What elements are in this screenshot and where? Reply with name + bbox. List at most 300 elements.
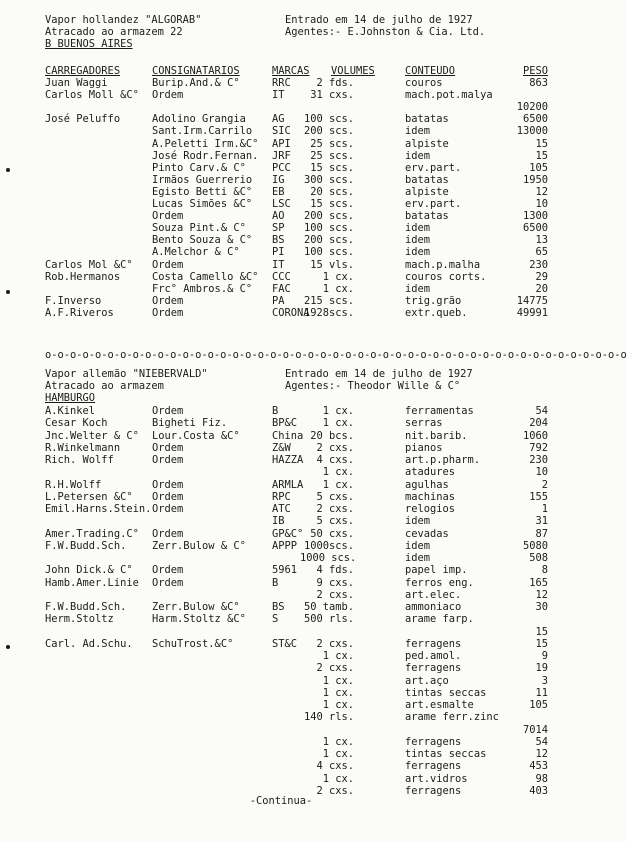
- cell-contents: extr.queb.: [405, 306, 468, 319]
- cell-volumes: 1 cx.: [322, 270, 354, 283]
- cell-volumes: 140 rls.: [303, 711, 354, 724]
- table-row: [0, 174, 562, 186]
- cell-shipper: F.Inverso: [45, 294, 102, 307]
- cell-consignee: Ordem: [152, 210, 184, 223]
- cell-volumes: 300 scs.: [303, 173, 354, 186]
- cell-contents: idem: [405, 246, 431, 259]
- cell-contents: idem: [405, 552, 431, 564]
- cell-mark: PI: [272, 246, 285, 259]
- cell-contents: ferragens: [405, 760, 462, 773]
- table-row: [0, 564, 562, 576]
- cell-mark: SP: [272, 222, 285, 235]
- cell-contents: ferragens: [405, 662, 462, 675]
- cell-weight: 15: [535, 625, 548, 638]
- cell-weight: 6500: [522, 113, 548, 126]
- cell-consignee: Bento Souza & C°: [152, 234, 253, 247]
- cell-shipper: Cesar Koch: [45, 417, 108, 430]
- cell-mark: IT: [272, 89, 285, 102]
- origin-line-2: [0, 392, 562, 404]
- table-row: [0, 748, 562, 760]
- cell-contents: relogios: [405, 503, 456, 515]
- cell-volumes: 1 cx.: [322, 405, 354, 417]
- cell-weight: 165: [529, 576, 548, 589]
- cell-shipper: Rich. Wolff: [45, 454, 114, 466]
- cell-consignee: Ordem: [152, 564, 184, 577]
- cell-volumes: 15 vls.: [310, 258, 354, 271]
- cell-contents: couros: [405, 77, 443, 89]
- table-row: [0, 760, 562, 772]
- cell-weight: 105: [529, 699, 548, 711]
- table-row: [0, 430, 562, 442]
- cell-volumes: 15 scs.: [310, 198, 354, 210]
- cell-weight: 7014: [522, 723, 548, 736]
- cell-contents: ped.amol.: [405, 650, 462, 662]
- berth-line-1: [0, 26, 562, 38]
- table-row: [0, 736, 562, 748]
- header-volumes: VOLUMES: [331, 65, 375, 77]
- header-carregadores: CARREGADORES: [45, 65, 121, 77]
- origin: B BUENOS AIRES: [45, 38, 133, 50]
- cell-contents: nit.barib.: [405, 429, 468, 442]
- margin-mark: [6, 168, 10, 172]
- cell-shipper: Emil.Harns.Stein.: [45, 503, 152, 515]
- table-row: [0, 687, 562, 699]
- cell-mark: BS: [272, 234, 285, 247]
- cell-shipper: Juan Waggi: [45, 77, 108, 89]
- cell-volumes: 4 cxs.: [316, 454, 354, 466]
- table-row: [0, 515, 562, 527]
- cell-weight: 11: [535, 686, 548, 699]
- cell-consignee: Adolino Grangia: [152, 113, 246, 126]
- cell-contents: art.elec.: [405, 588, 462, 601]
- cell-volumes: 1928scs.: [303, 306, 354, 319]
- cell-mark: B: [272, 576, 279, 589]
- table-row: [0, 150, 562, 162]
- table-row: [0, 479, 562, 491]
- cell-volumes: 1 cx.: [322, 478, 354, 491]
- cell-consignee: Irmãos Guerrerio: [152, 173, 253, 186]
- cell-volumes: 1 cx.: [322, 772, 354, 785]
- cell-volumes: 9 cxs.: [316, 576, 354, 589]
- cell-volumes: 1000scs.: [303, 539, 354, 552]
- cell-contents: art.vidros: [405, 772, 468, 785]
- cell-weight: 5080: [522, 539, 548, 552]
- cell-volumes: 2 cxs.: [316, 588, 354, 601]
- cell-shipper: Rob.Hermanos: [45, 270, 121, 283]
- cell-mark: IT: [272, 258, 285, 271]
- column-headers: [0, 65, 562, 77]
- table-row: [0, 528, 562, 540]
- cell-consignee: A.Melchor & C°: [152, 246, 240, 259]
- table-row: [0, 662, 562, 674]
- cell-shipper: José Peluffo: [45, 113, 121, 126]
- cell-volumes: 5 cxs.: [316, 515, 354, 528]
- cell-contents: idem: [405, 222, 431, 235]
- section-separator: o-o-o-o-o-o-o-o-o-o-o-o-o-o-o-o-o-o-o-o-o-o-o-o-o-o-o-o-o-o-o-o-o-o-o-o-o-o-o-o-o-o-o-o-o-o-o: [45, 349, 627, 361]
- cell-contents: mach.pot.malya: [405, 89, 493, 102]
- table-row: [0, 466, 562, 478]
- table-row: [0, 222, 562, 234]
- cell-contents: batatas: [405, 210, 449, 223]
- origin: HAMBURGO: [45, 392, 96, 404]
- cell-volumes: 50 cxs.: [310, 527, 354, 540]
- cell-weight: 6500: [522, 222, 548, 235]
- cell-shipper: R.Winkelmann: [45, 441, 121, 454]
- cell-weight: 12: [535, 588, 548, 601]
- cell-contents: idem: [405, 149, 431, 162]
- cell-shipper: Herm.Stoltz: [45, 613, 114, 626]
- ship-line-2: [0, 368, 562, 380]
- cell-mark: AO: [272, 210, 285, 223]
- margin-mark: [6, 645, 10, 649]
- cell-consignee: Ordem: [152, 258, 184, 271]
- table-row: [0, 601, 562, 613]
- cell-consignee: Ordem: [152, 294, 184, 307]
- cell-volumes: 1 cx.: [322, 282, 354, 295]
- cell-consignee: Ordem: [152, 576, 184, 589]
- cell-weight: 12: [535, 185, 548, 198]
- cell-weight: 2: [541, 478, 548, 491]
- cell-consignee: SchuTrost.&C°: [152, 637, 234, 650]
- arrival-date: Entrado em 14 de julho de 1927: [285, 368, 473, 380]
- cell-volumes: 100 scs.: [303, 222, 354, 235]
- ship-line-1: [0, 14, 562, 26]
- cell-volumes: 4 fds.: [316, 564, 354, 577]
- table-row: [0, 246, 562, 258]
- cell-volumes: 1 cx.: [322, 748, 354, 760]
- cell-contents: tintas seccas: [405, 686, 487, 699]
- cell-contents: agulhas: [405, 478, 449, 491]
- cell-contents: machinas: [405, 490, 456, 503]
- cell-volumes: 31 cxs.: [310, 89, 354, 102]
- cell-contents: idem: [405, 515, 431, 528]
- cell-consignee: José Rodr.Fernan.: [152, 149, 259, 162]
- cell-weight: 10200: [516, 101, 548, 114]
- cell-contents: trig.grão: [405, 294, 462, 307]
- cell-mark: ATC: [272, 503, 291, 515]
- cell-contents: alpiste: [405, 185, 449, 198]
- table-row: [0, 724, 562, 736]
- table-row: [0, 234, 562, 246]
- cell-contents: tintas seccas: [405, 748, 487, 760]
- table-row: [0, 491, 562, 503]
- cell-weight: 9: [541, 650, 548, 662]
- cell-consignee: Bigheti Fiz.: [152, 417, 228, 430]
- cell-consignee: Ordem: [152, 503, 184, 515]
- cell-contents: ferros eng.: [405, 576, 474, 589]
- table-row: [0, 638, 562, 650]
- cell-volumes: 20 bcs.: [310, 429, 354, 442]
- header-marcas: MARCAS: [272, 65, 310, 77]
- cell-consignee: Ordem: [152, 441, 184, 454]
- cell-mark: 5961: [272, 564, 298, 577]
- cell-weight: 15: [535, 137, 548, 150]
- cell-volumes: 2 cxs.: [316, 637, 354, 650]
- cell-consignee: Ordem: [152, 490, 184, 503]
- table-row: [0, 125, 562, 137]
- table-row: [0, 417, 562, 429]
- cell-volumes: 1 cx.: [322, 686, 354, 699]
- cell-volumes: 200 scs.: [303, 234, 354, 247]
- cell-contents: art.esmalte: [405, 699, 474, 711]
- cell-weight: 155: [529, 490, 548, 503]
- berth: Atracado ao armazem: [45, 380, 164, 392]
- cell-consignee: Lour.Costa &C°: [152, 429, 240, 442]
- cell-volumes: 500 rls.: [303, 613, 354, 626]
- cell-mark: CCC: [272, 270, 291, 283]
- cell-mark: SIC: [272, 125, 291, 138]
- table-row: [0, 77, 562, 89]
- cell-volumes: 2 cxs.: [316, 503, 354, 515]
- cell-volumes: 2 cxs.: [316, 784, 354, 797]
- cell-shipper: Carlos Moll &C°: [45, 89, 139, 102]
- cell-mark: BS: [272, 601, 285, 613]
- origin-line-1: [0, 38, 562, 50]
- table-row: [0, 210, 562, 222]
- cell-contents: pianos: [405, 441, 443, 454]
- cell-volumes: 2 cxs.: [316, 662, 354, 675]
- cell-contents: ferragens: [405, 784, 462, 797]
- table-row: [0, 454, 562, 466]
- ship-name: Vapor allemão "NIEBERVALD": [45, 368, 208, 380]
- cell-mark: AG: [272, 113, 285, 126]
- cell-shipper: L.Petersen &C°: [45, 490, 133, 503]
- cell-weight: 8: [541, 564, 548, 577]
- cell-consignee: Pinto Carv.& C°: [152, 161, 246, 174]
- cell-weight: 3: [541, 674, 548, 687]
- cell-contents: idem: [405, 125, 431, 138]
- cell-shipper: Jnc.Welter & C°: [45, 429, 139, 442]
- cell-volumes: 200 scs.: [303, 125, 354, 138]
- cell-contents: alpiste: [405, 137, 449, 150]
- cell-weight: 98: [535, 772, 548, 785]
- cell-mark: IG: [272, 173, 285, 186]
- cell-weight: 230: [529, 258, 548, 271]
- cell-contents: papel imp.: [405, 564, 468, 577]
- cell-shipper: John Dick.& C°: [45, 564, 133, 577]
- cell-volumes: 1 cx.: [322, 674, 354, 687]
- table-row: [0, 89, 562, 101]
- cell-consignee: Ordem: [152, 454, 184, 466]
- continues-footer: -Continua-: [249, 795, 313, 807]
- cell-weight: 204: [529, 417, 548, 430]
- cell-weight: 1060: [522, 429, 548, 442]
- cell-volumes: 15 scs.: [310, 161, 354, 174]
- table-row: [0, 442, 562, 454]
- cell-consignee: Ordem: [152, 306, 184, 319]
- cell-volumes: 1000 scs.: [300, 552, 357, 564]
- cell-contents: idem: [405, 282, 431, 295]
- table-row: [0, 307, 562, 319]
- cell-shipper: A.F.Riveros: [45, 306, 114, 319]
- cell-mark: BP&C: [272, 417, 298, 430]
- cell-weight: 54: [535, 405, 548, 417]
- cell-shipper: R.H.Wolff: [45, 478, 102, 491]
- cell-contents: erv.part.: [405, 161, 462, 174]
- cell-weight: 792: [529, 441, 548, 454]
- cell-mark: ST&C: [272, 637, 298, 650]
- table-row: [0, 138, 562, 150]
- cell-weight: 10: [535, 466, 548, 479]
- cell-weight: 508: [529, 552, 548, 564]
- cell-weight: 453: [529, 760, 548, 773]
- cell-consignee: Zerr.Bulow & C°: [152, 539, 246, 552]
- table-row: [0, 271, 562, 283]
- berth: Atracado ao armazem 22: [45, 26, 183, 38]
- cell-volumes: 1 cx.: [322, 466, 354, 479]
- cell-mark: Z&W: [272, 441, 291, 454]
- cell-mark: GP&C°: [272, 527, 304, 540]
- cell-shipper: Amer.Trading.C°: [45, 527, 139, 540]
- cell-mark: JRF: [272, 149, 291, 162]
- cell-weight: 105: [529, 161, 548, 174]
- cell-contents: ferragens: [405, 637, 462, 650]
- cell-weight: 10: [535, 198, 548, 210]
- table-row: [0, 113, 562, 125]
- cell-volumes: 4 cxs.: [316, 760, 354, 773]
- cell-weight: 20: [535, 282, 548, 295]
- cell-mark: API: [272, 137, 291, 150]
- cell-weight: 15: [535, 637, 548, 650]
- cell-mark: ARMLA: [272, 478, 304, 491]
- cell-consignee: Costa Camello &C°: [152, 270, 259, 283]
- cell-contents: erv.part.: [405, 198, 462, 210]
- table-row: [0, 711, 562, 723]
- cell-mark: S: [272, 613, 279, 626]
- header-conteudo: CONTEUDO: [405, 65, 456, 77]
- cell-volumes: 1 cx.: [322, 699, 354, 711]
- cell-volumes: 1 cx.: [322, 650, 354, 662]
- cell-weight: 19: [535, 662, 548, 675]
- cell-contents: cevadas: [405, 527, 449, 540]
- header-consignatarios: CONSIGNATARIOS: [152, 65, 240, 77]
- cell-contents: couros corts.: [405, 270, 487, 283]
- cell-mark: China: [272, 429, 304, 442]
- cell-shipper: F.W.Budd.Sch.: [45, 601, 127, 613]
- cell-consignee: A.Peletti Irm.&C°: [152, 137, 259, 150]
- table-row: [0, 259, 562, 271]
- cell-mark: FAC: [272, 282, 291, 295]
- table-row: [0, 626, 562, 638]
- table-row: [0, 405, 562, 417]
- cell-contents: ferragens: [405, 735, 462, 748]
- cell-mark: CORONA: [272, 306, 310, 319]
- table-row: [0, 675, 562, 687]
- cell-weight: 863: [529, 77, 548, 89]
- cell-mark: RRC: [272, 77, 291, 89]
- table-row: [0, 699, 562, 711]
- table-row: [0, 162, 562, 174]
- table-row: [0, 295, 562, 307]
- table-row: [0, 650, 562, 662]
- cell-consignee: Lucas Simões &C°: [152, 198, 253, 210]
- cell-weight: 13: [535, 234, 548, 247]
- cell-weight: 1: [541, 503, 548, 515]
- cell-shipper: F.W.Budd.Sch.: [45, 539, 127, 552]
- cell-shipper: Hamb.Amer.Linie: [45, 576, 139, 589]
- cell-weight: 29: [535, 270, 548, 283]
- cell-weight: 30: [535, 601, 548, 613]
- agents: Agentes:- Theodor Wille & C°: [285, 380, 461, 392]
- table-row: [0, 540, 562, 552]
- cell-consignee: Ordem: [152, 527, 184, 540]
- cell-contents: mach.p.malha: [405, 258, 481, 271]
- cell-mark: IB: [272, 515, 285, 528]
- cell-weight: 31: [535, 515, 548, 528]
- table-row: [0, 198, 562, 210]
- cell-volumes: 1 cx.: [322, 417, 354, 430]
- cell-volumes: 25 scs.: [310, 149, 354, 162]
- cell-volumes: 215 scs.: [303, 294, 354, 307]
- cell-consignee: Sant.Irm.Carrilo: [152, 125, 253, 138]
- table-row: [0, 503, 562, 515]
- cell-volumes: 2 cxs.: [316, 441, 354, 454]
- cell-contents: art.p.pharm.: [405, 454, 481, 466]
- cell-weight: 14775: [516, 294, 548, 307]
- cell-volumes: 2 fds.: [316, 77, 354, 89]
- cell-weight: 15: [535, 149, 548, 162]
- cell-contents: batatas: [405, 173, 449, 186]
- cell-shipper: Carlos Mol &C°: [45, 258, 133, 271]
- agents: Agentes:- E.Johnston & Cia. Ltd.: [285, 26, 486, 38]
- cell-mark: EB: [272, 185, 285, 198]
- arrival-date: Entrado em 14 de julho de 1927: [285, 14, 473, 26]
- cell-contents: serras: [405, 417, 443, 430]
- cell-contents: idem: [405, 234, 431, 247]
- cell-mark: APPP: [272, 539, 298, 552]
- table-row: [0, 101, 562, 113]
- cell-contents: idem: [405, 539, 431, 552]
- cell-contents: arame farp.: [405, 613, 474, 626]
- cell-weight: 65: [535, 246, 548, 259]
- cell-consignee: Zerr.Bulow &C°: [152, 601, 240, 613]
- cell-weight: 54: [535, 735, 548, 748]
- cell-consignee: Frc° Ambros.& C°: [152, 282, 253, 295]
- cell-volumes: 1 cx.: [322, 735, 354, 748]
- table-row: [0, 552, 562, 564]
- cell-volumes: 20 scs.: [310, 185, 354, 198]
- cell-mark: RPC: [272, 490, 291, 503]
- cell-consignee: Burip.And.& C°: [152, 77, 240, 89]
- cell-volumes: 50 tamb.: [303, 601, 354, 613]
- cell-contents: ferramentas: [405, 405, 474, 417]
- cell-consignee: Ordem: [152, 405, 184, 417]
- cell-shipper: Carl. Ad.Schu.: [45, 637, 133, 650]
- cell-weight: 12: [535, 748, 548, 760]
- margin-mark: [6, 290, 10, 294]
- cell-mark: PA: [272, 294, 285, 307]
- table-row: [0, 613, 562, 625]
- cell-volumes: 200 scs.: [303, 210, 354, 223]
- cell-contents: art.aço: [405, 674, 449, 687]
- cell-contents: atadures: [405, 466, 456, 479]
- cell-mark: B: [272, 405, 279, 417]
- cell-contents: ammoniaco: [405, 601, 462, 613]
- table-row: [0, 577, 562, 589]
- cell-weight: 13000: [516, 125, 548, 138]
- cell-consignee: Egisto Betti &C°: [152, 185, 253, 198]
- cell-mark: LSC: [272, 198, 291, 210]
- cell-volumes: 100 scs.: [303, 113, 354, 126]
- cell-contents: arame ferr.zinc: [405, 711, 499, 724]
- cell-contents: batatas: [405, 113, 449, 126]
- cell-weight: 49991: [516, 306, 548, 319]
- cell-volumes: 25 scs.: [310, 137, 354, 150]
- cell-weight: 87: [535, 527, 548, 540]
- table-row: [0, 186, 562, 198]
- cell-consignee: Harm.Stoltz &C°: [152, 613, 246, 626]
- cell-mark: PCC: [272, 161, 291, 174]
